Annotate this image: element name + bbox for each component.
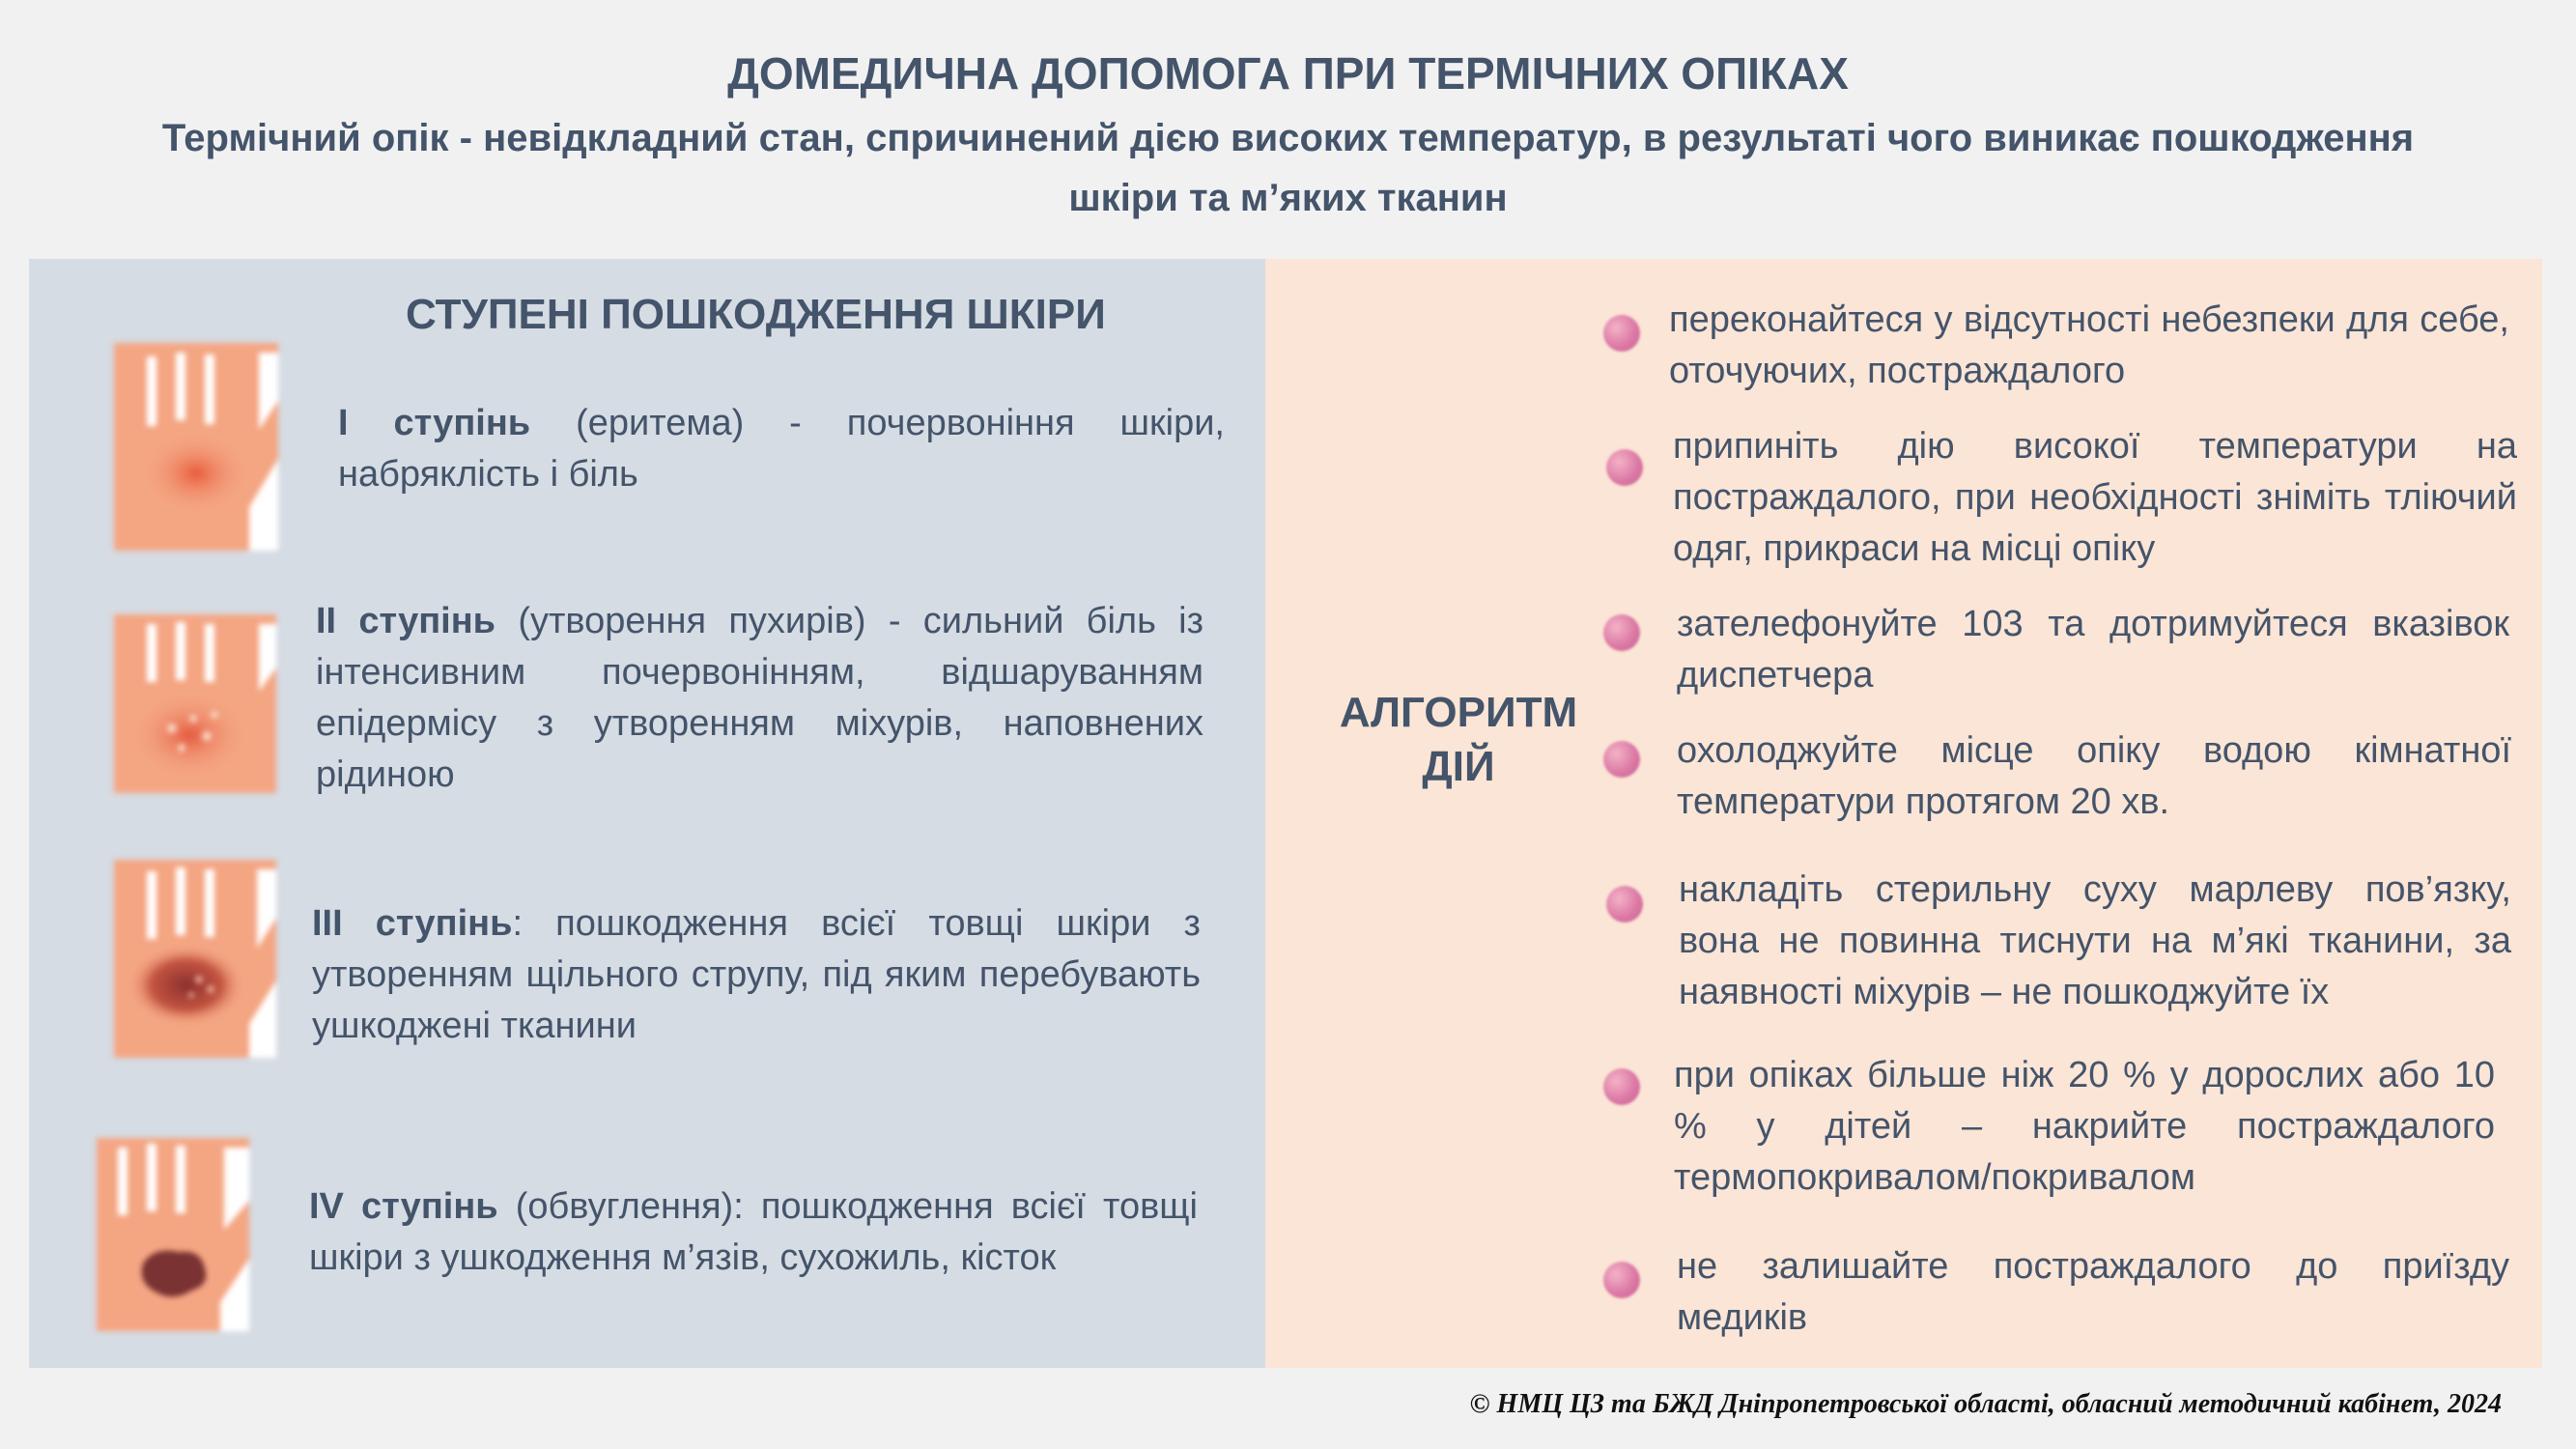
page-subtitle: Термічний опік - невідкладний стан, спричинений дією високих температур, в результаті чого виникає пошкодження шкіри та м’яких тканин: [161, 117, 2415, 219]
degree-3-name: ІІІ ступінь: [312, 903, 513, 944]
degree-2-text: (утворення пухирів) - сильний біль із інтенсивним почервонінням, відшаруванням епідермісу з утворенням міхурів, наповнених рідиною: [316, 601, 1204, 795]
algorithm-step-5: накладіть стерильну суху марлеву пов’язку, вона не повинна тиснути на м’які тканини, за наявності міхурів – не пошкоджуйте їх: [1679, 869, 2511, 1012]
hand-burn-4-icon: [97, 1138, 249, 1331]
algorithm-step-7: не залишайте постраждалого до приїзду медиків: [1677, 1246, 2509, 1338]
header: [0, 39, 2576, 228]
bullet-icon: [1603, 741, 1640, 778]
bullet-icon: [1603, 1068, 1640, 1105]
degree-3-text: : пошкодження всієї товщі шкіри з утворенням щільного струпу, під яким перебувають ушкоджені тканини: [312, 903, 1201, 1046]
algorithm-step-2: припиніть дію високої температури на постраждалого, при необхідності зніміть тліючий одяг, прикраси на місці опіку: [1673, 426, 2517, 569]
degree-2-name: ІІ ступінь: [316, 601, 496, 641]
degree-3-description: [312, 898, 1201, 1052]
algorithm-step-3: зателефонуйте 103 та дотримуйтеся вказівок диспетчера: [1677, 604, 2509, 696]
page-title: ДОМЕДИЧНА ДОПОМОГА ПРИ ТЕРМІЧНИХ ОПІКАХ: [727, 48, 1849, 99]
algorithm-step-6: при опіках більше ніж 20 % у дорослих або 10 % у дітей – накрийте постраждалого термопокривалом/покривалом: [1674, 1055, 2495, 1198]
algorithm-title: АЛГОРИТМ ДІЙ: [1339, 689, 1578, 790]
algorithm-step-4: охолоджуйте місце опіку водою кімнатної температури протягом 20 хв.: [1677, 730, 2511, 822]
copyright-footer: © НМЦ ЦЗ та БЖД Дніпропетровської області, обласний методичний кабінет, 2024: [1469, 1389, 2502, 1419]
degree-4-description: [309, 1181, 1198, 1284]
algorithm-step-1: переконайтеся у відсутності небезпеки для себе, оточуючих, постраждалого: [1669, 299, 2509, 391]
hand-burn-1-icon: [114, 343, 278, 551]
bullet-icon: [1603, 315, 1640, 352]
bullet-icon: [1603, 614, 1640, 651]
bullet-icon: [1603, 1262, 1640, 1298]
bullet-icon: [1606, 449, 1643, 486]
hand-burn-3-icon: [114, 860, 276, 1058]
hand-burn-2-icon: [114, 614, 276, 793]
degree-1-name: І ступінь: [338, 403, 531, 443]
degree-1-description: [338, 398, 1225, 500]
degree-4-text: (обвуглення): пошкодження всієї товщі шкіри з ушкодження м’язів, сухожиль, кісток: [309, 1186, 1198, 1278]
bullet-icon: [1606, 886, 1643, 923]
degrees-title: СТУПЕНІ ПОШКОДЖЕННЯ ШКІРИ: [406, 291, 1106, 338]
degree-2-description: [316, 596, 1203, 801]
degree-1-text: (еритема) - почервоніння шкіри, набряклість і біль: [338, 403, 1225, 495]
degree-4-name: IV ступінь: [309, 1186, 498, 1227]
